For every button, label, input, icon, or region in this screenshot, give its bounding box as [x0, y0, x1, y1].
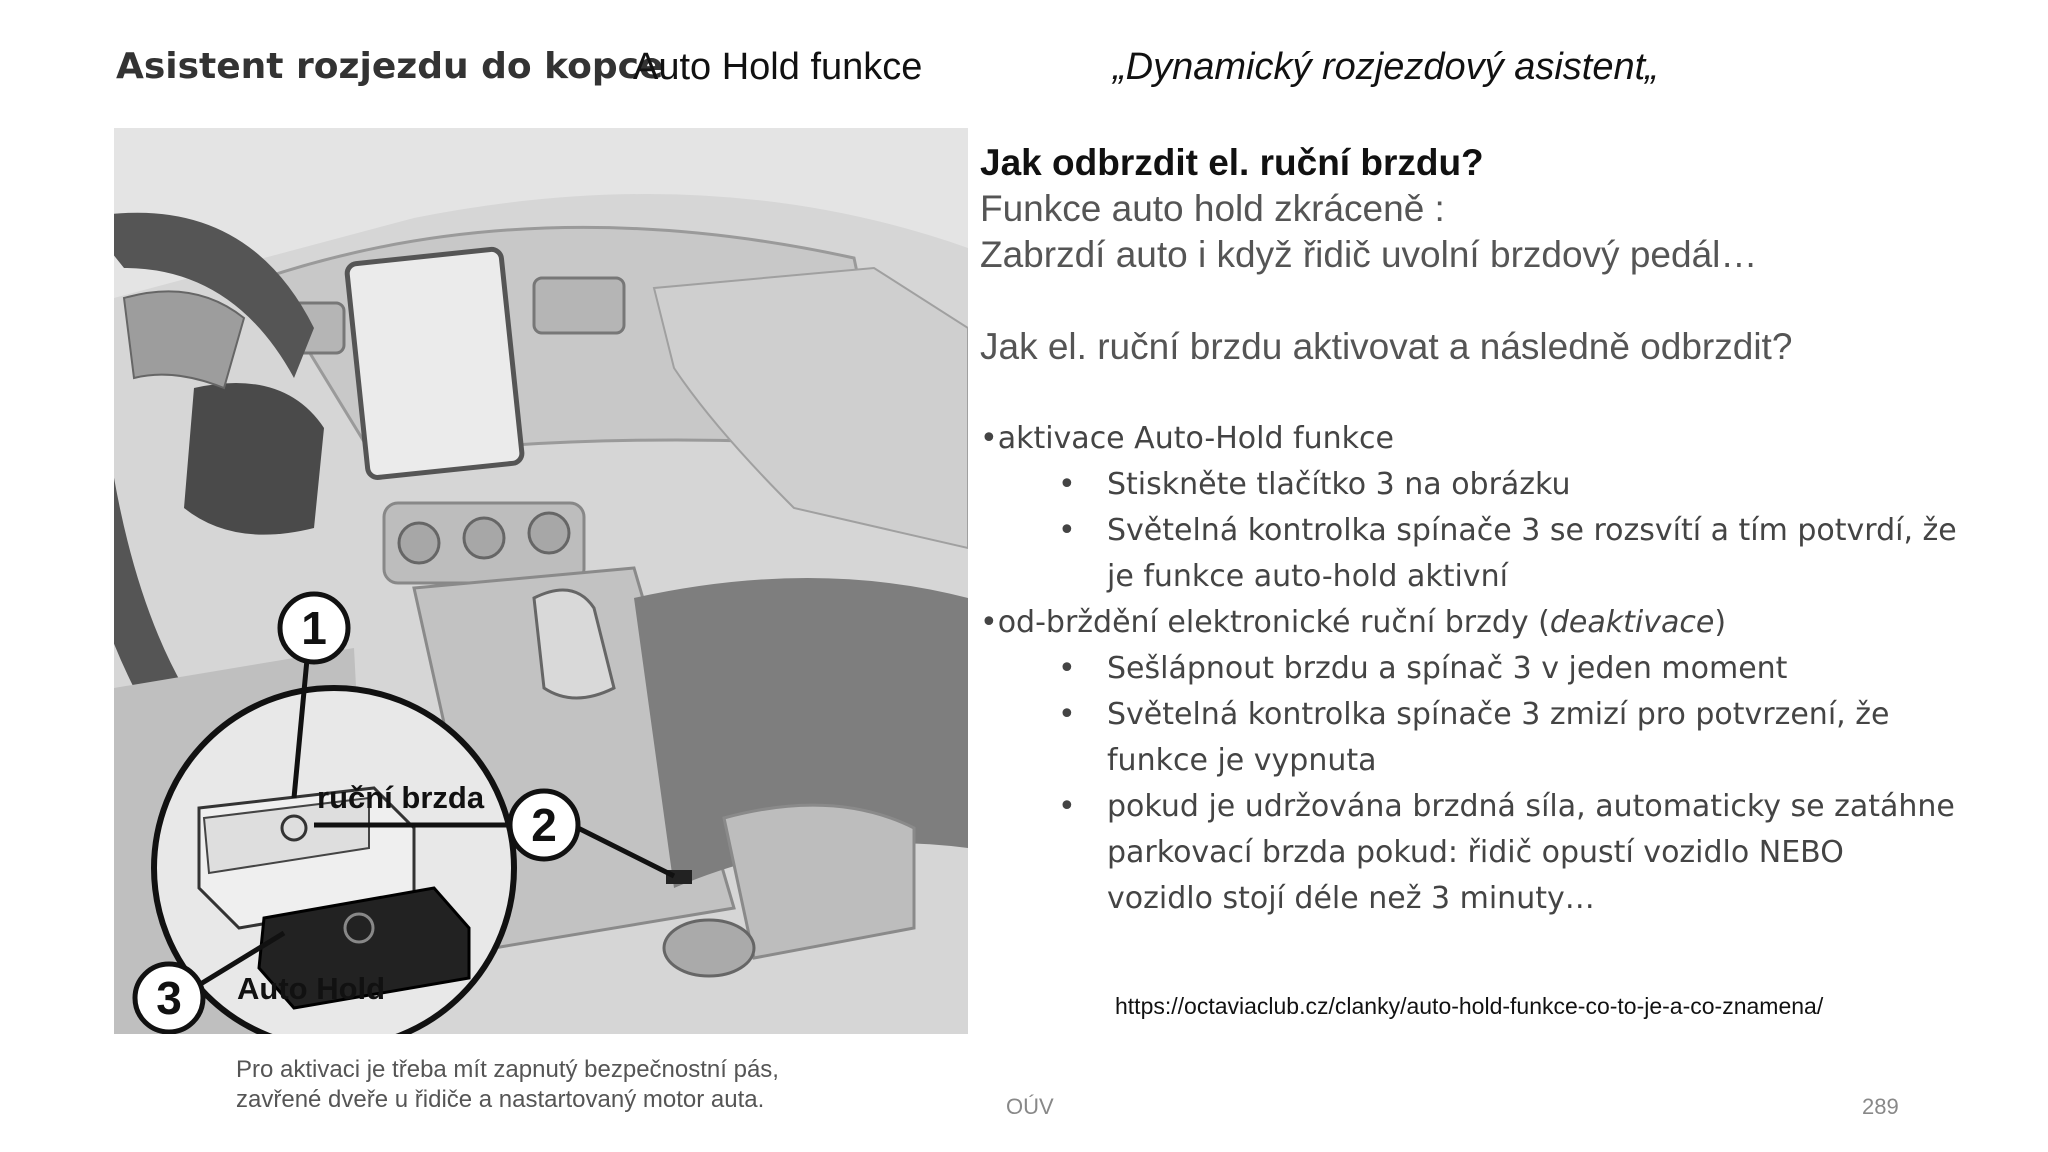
release-step-1-text: Sešlápnout brzdu a spínač 3 v jeden moment [1107, 651, 1788, 686]
climate-knob-center [464, 518, 504, 558]
release-heading-end: ) [1714, 605, 1727, 640]
question-activate-release: Jak el. ruční brzdu aktivovat a následně odbrzdit? [980, 326, 1793, 367]
question-release-brake: Jak odbrzdit el. ruční brzdu? [980, 142, 1484, 183]
caption-line-2: zavřené dveře u řidiče a nastartovaný motor auta. [236, 1086, 765, 1113]
footer-label: OÚV [1006, 1094, 1054, 1119]
car-interior-illustration [114, 128, 968, 1034]
activation-step-1-text: Stiskněte tlačítko 3 na obrázku [1107, 467, 1571, 502]
figure-caption [236, 1055, 779, 1115]
release-step-1 [980, 646, 2020, 692]
climate-knob-left [399, 523, 439, 563]
summary-line-2: Zabrzdí auto i když řidič uvolní brzdový pedál… [980, 234, 1758, 275]
activation-step-2 [980, 508, 2020, 554]
bullet: • [1058, 651, 1076, 686]
slide-title: Asistent rozjezdu do kopce [116, 46, 664, 87]
slide-title-quote: „Dynamický rozjezdový asistent„ [1113, 46, 1658, 88]
activation-step-1 [980, 462, 2020, 508]
climate-knob-right [529, 513, 569, 553]
release-heading [980, 600, 2020, 646]
release-step-2-continued: funkce je vypnuta [1107, 743, 1377, 778]
slide-subtitle: Auto Hold funkce [633, 46, 923, 88]
text-content [980, 140, 2020, 922]
release-step-2-text: Světelná kontrolka spínače 3 zmizí pro potvrzení, že [1107, 697, 1890, 732]
release-step-3 [980, 784, 2020, 830]
page-number: 289 [1862, 1094, 1899, 1119]
cup-holder [664, 920, 754, 976]
activation-step-2-continued: je funkce auto-hold aktivní [1107, 559, 1508, 594]
instrument-cluster [124, 291, 244, 388]
summary-line-1: Funkce auto hold zkráceně : [980, 188, 1445, 229]
steering-wheel-hub [184, 383, 324, 535]
bullet: • [1058, 697, 1076, 732]
callout-number-1: 1 [301, 602, 327, 654]
release-step-3-continued-2: vozidlo stojí déle než 3 minuty… [1107, 881, 1595, 916]
activation-step-2-text: Světelná kontrolka spínače 3 se rozsvítí a tím potvrdí, že [1107, 513, 1957, 548]
infotainment-screen [346, 248, 523, 478]
callout-number-2: 2 [531, 799, 557, 851]
release-step-2 [980, 692, 2020, 738]
release-heading-italic: deaktivace [1549, 605, 1715, 640]
activation-heading: •aktivace Auto-Hold funkce [980, 421, 1394, 456]
callout-number-3: 3 [156, 972, 182, 1024]
release-heading-start: •od-brždění elektronické ruční brzdy ( [980, 605, 1550, 640]
bullet: • [1058, 513, 1076, 548]
release-step-3-continued-1: parkovací brzda pokud: řidič opustí vozidlo NEBO [1107, 835, 1844, 870]
caption-line-1: Pro aktivaci je třeba mít zapnutý bezpečnostní pás, [236, 1056, 779, 1083]
release-step-3-text: pokud je udržována brzdná síla, automaticky se zatáhne [1107, 789, 1955, 824]
bullet: • [1058, 467, 1076, 502]
car-interior-drawing [114, 128, 968, 1034]
bullet: • [1058, 789, 1076, 824]
source-link[interactable]: https://octaviaclub.cz/clanky/auto-hold-funkce-co-to-je-a-co-znamena/ [1115, 993, 1824, 1019]
center-vent [534, 278, 624, 333]
label-auto-hold: Auto Hold [237, 971, 386, 1006]
label-parking-brake: ruční brzda [317, 780, 485, 815]
